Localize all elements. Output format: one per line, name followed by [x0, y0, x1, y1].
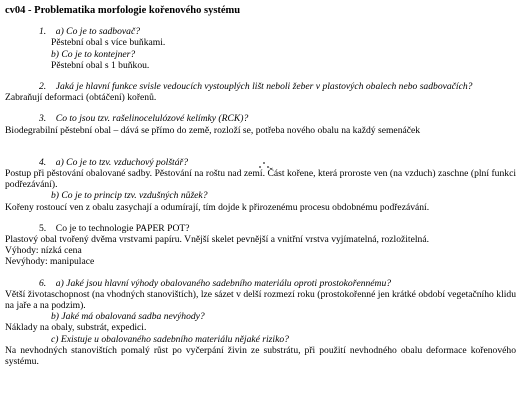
question-number: 3.: [39, 113, 47, 125]
answer-6b: Náklady na obaly, substrát, expedici.: [5, 322, 147, 334]
answer-4b: Kořeny rostoucí ven z obalu zasychají a odumírají, tím dojde k přirozenému procesu obdobnému podřezávání.: [5, 201, 430, 213]
question-3: [5, 113, 516, 124]
question-6a: [5, 278, 516, 289]
question-number: 5.: [39, 222, 47, 234]
question-2: [5, 81, 516, 92]
question-6b: b) Jaké má obalovaná sadba nevýhody?: [51, 311, 205, 323]
question-text: a) Jaké jsou hlavní výhody obalovaného sadebního materiálu oproti prostokořennému?: [55, 277, 392, 289]
question-4b: b) Co je to princip tzv. vzdušných nůžek?: [51, 190, 208, 202]
question-number: 6.: [39, 277, 47, 289]
answer-1b: Pěstební obal s 1 buňkou.: [51, 59, 150, 71]
question-text: a) Co je to sadbovač?: [55, 26, 140, 38]
question-number: 1.: [39, 26, 47, 38]
answer-2: Zabraňují deformaci (obtáčení) kořenů.: [5, 92, 157, 104]
question-6c: c) Existuje u obalovaného sadebního materiálu nějaké riziko?: [51, 333, 289, 345]
answer-6a: Větší životaschopnost (na vhodných stanovištích), lze sázet v delší rozmezí roku (prostokořenné jen krátké období vegetačního klidu na jaře a na podzim).: [5, 288, 516, 312]
question-number: 2.: [39, 81, 47, 93]
question-text: Co je to technologie PAPER POT?: [55, 222, 190, 234]
question-text: Jaká je hlavní funkce svisle vedoucích vystouplých lišt neboli žeber v plastových obalech nebo sadbovačích?: [55, 81, 473, 93]
answer-5: Plastový obal tvořený dvěma vrstvami papíru. Vnější skelet pevnější a vnitřní vrstva vyjímatelná, rozložitelná.: [5, 234, 429, 246]
question-5: [5, 223, 516, 234]
dotted-mark: [259, 162, 269, 170]
answer-3: Biodegrabilní pěstební obal – dává se přímo do země, rozloží se, potřeba nového obalu na každý semenáček: [5, 124, 421, 136]
disadvantages-5: Nevýhody: manipulace: [5, 256, 95, 268]
advantages-5: Výhody: nízká cena: [5, 245, 82, 257]
answer-6c: Na nevhodných stanovištích pomalý růst po vyčerpání živin ze substrátu, při použití nevhodného obalu deformace kořenového systému.: [5, 344, 516, 368]
document-title: cv04 - Problematika morfologie kořenového systému: [5, 5, 241, 16]
question-number: 4.: [39, 156, 47, 168]
answer-1a: Pěstební obal s více buňkami.: [51, 37, 166, 49]
answer-4a: Postup při pěstování obalované sadby. Pěstování na roštu nad zemí. Část kořene, která proroste ven (na vzduch) zaschne (plní funkci podřezávání).: [5, 168, 516, 191]
question-text: Co to jsou tzv. rašelinocelulózové kelímky (RCK)?: [55, 113, 249, 125]
question-text: a) Co je to tzv. vzduchový polštář?: [55, 156, 189, 168]
question-1b: b) Co je to kontejner?: [51, 48, 136, 60]
question-1a: [5, 26, 516, 37]
